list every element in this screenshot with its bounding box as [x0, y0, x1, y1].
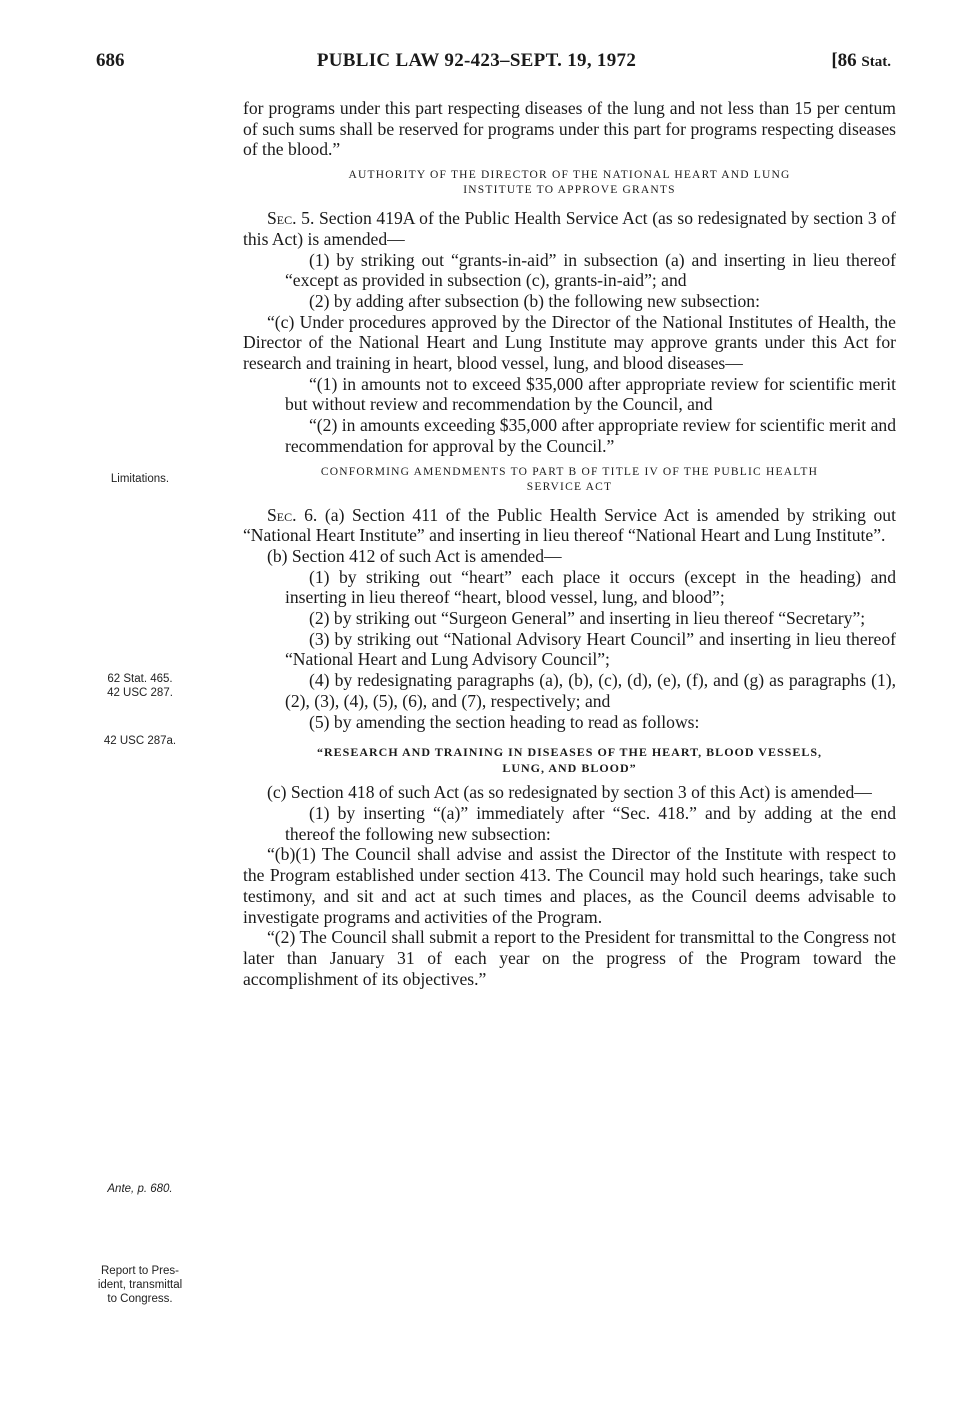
heading-line: “RESEARCH AND TRAINING IN DISEASES OF THE HEART, BLOOD VESSELS, [316, 745, 823, 760]
margin-note-report-to-president [60, 1264, 220, 1306]
section-6-c-item-1: (1) by inserting “(a)” immediately after “Sec. 418.” and by adding at the end thereof the following new subsection: [285, 802, 896, 844]
section-6-a-text: (a) Section 411 of the Public Health Service Act is amended by striking out “National Heart Institute” and inserting in lieu thereof “National Heart and Lung Institute”. [243, 504, 896, 546]
page-number: 686 [96, 50, 125, 71]
section-6-b-item-1: (1) by striking out “heart” each place it occurs (except in the heading) and inserting in lieu thereof “heart, blood vessel, lung, and blood”; [285, 566, 896, 608]
heading-line: LUNG, AND BLOOD” [502, 761, 637, 776]
margin-note-line: Report to Pres- [101, 1265, 179, 1277]
statute-suffix: Stat. [861, 54, 891, 70]
section-6-b-item-2: (2) by striking out “Surgeon General” and inserting in lieu thereof “Secretary”; [309, 608, 866, 629]
margin-note-line: to Congress. [107, 1293, 173, 1305]
margin-note-usc-287: 42 USC 287. [107, 687, 173, 699]
section-heading-conforming [273, 465, 866, 495]
margin-note-usc-287a: 42 USC 287a. [103, 735, 177, 747]
section-5-item-2: (2) by adding after subsection (b) the following new subsection: [309, 290, 760, 311]
statute-reference [831, 50, 891, 72]
section-6-c-subsection-b1: “(b)(1) The Council shall advise and assist the Director of the Institute with respect to the Program established under section 413. The Council may hold such hearings, take such testimony, and sit and act at such times and places, as the Council deems advisable to investigate programs and activities of the Program. [243, 844, 896, 927]
section-heading-research [243, 744, 896, 776]
heading-line: INSTITUTE TO APPROVE GRANTS [463, 184, 676, 197]
section-mark: Sec. 5. [267, 208, 315, 229]
margin-note-stat-465: 62 Stat. 465. [107, 673, 173, 685]
section-5-text: Section 419A of the Public Health Service Act (as so redesignated by section 3 of this Act) is amended— [243, 208, 896, 249]
margin-note-limitations: Limitations. [110, 473, 170, 485]
margin-note-line: ident, transmittal [97, 1279, 183, 1291]
carryover-paragraph: for programs under this part respecting diseases of the lung and not less than 15 per centum of such sums shall be reserved for programs under this part for programs respecting diseases of the blood.” [243, 98, 896, 160]
section-6-a [243, 505, 896, 546]
section-5-subsection-c: “(c) Under procedures approved by the Director of the National Institutes of Health, the Director of the National Heart and Lung Institute may approve grants under this Act for research and training in heart, blood vessel, lung, and blood diseases— [243, 311, 896, 374]
section-5-item-1: (1) by striking out “grants-in-aid” in subsection (a) and inserting in lieu thereof “except as provided in subsection (c), grants-in-aid”; and [285, 249, 896, 291]
section-5-c-item-1: “(1) in amounts not to exceed $35,000 after appropriate review for scientific merit but without review and recommendation by the Council, and [285, 373, 896, 415]
section-6-c: (c) Section 418 of such Act (as so redesignated by section 3 of this Act) is amended— [267, 782, 872, 803]
statute-prefix: [86 [831, 50, 862, 71]
running-title: PUBLIC LAW 92-423–SEPT. 19, 1972 [316, 50, 637, 71]
section-5-intro [243, 208, 896, 249]
section-heading-authority [273, 168, 866, 198]
section-5-c-item-2: “(2) in amounts exceeding $35,000 after appropriate review for scientific merit and recommendation for approval by the Council.” [285, 415, 896, 456]
heading-line: SERVICE ACT [526, 480, 613, 493]
section-6-b: (b) Section 412 of such Act is amended— [267, 545, 562, 566]
heading-line: AUTHORITY OF THE DIRECTOR OF THE NATIONAL HEART AND LUNG [348, 169, 791, 182]
page-header [0, 50, 953, 80]
heading-line: CONFORMING AMENDMENTS TO PART B OF TITLE IV OF THE PUBLIC HEALTH [320, 465, 819, 478]
section-6-b-item-3: (3) by striking out “National Advisory Heart Council” and inserting in lieu thereof “National Heart and Lung Advisory Council”; [285, 628, 896, 670]
section-6-b-item-5: (5) by amending the section heading to read as follows: [309, 711, 700, 732]
section-6-c-subsection-b2: “(2) The Council shall submit a report to the President for transmittal to the Congress not later than January 31 of each year on the progress of the Program toward the accomplishment of its objectives.” [243, 927, 896, 989]
section-6-b-item-4: (4) by redesignating paragraphs (a), (b), (c), (d), (e), (f), and (g) as paragraphs (1), (2), (3), (4), (5), (6), and (7), respectively; and [285, 670, 896, 711]
section-mark: Sec. 6. [267, 504, 318, 525]
margin-note-ante-680: Ante, p. 680. [107, 1183, 173, 1195]
document-body [243, 98, 896, 989]
